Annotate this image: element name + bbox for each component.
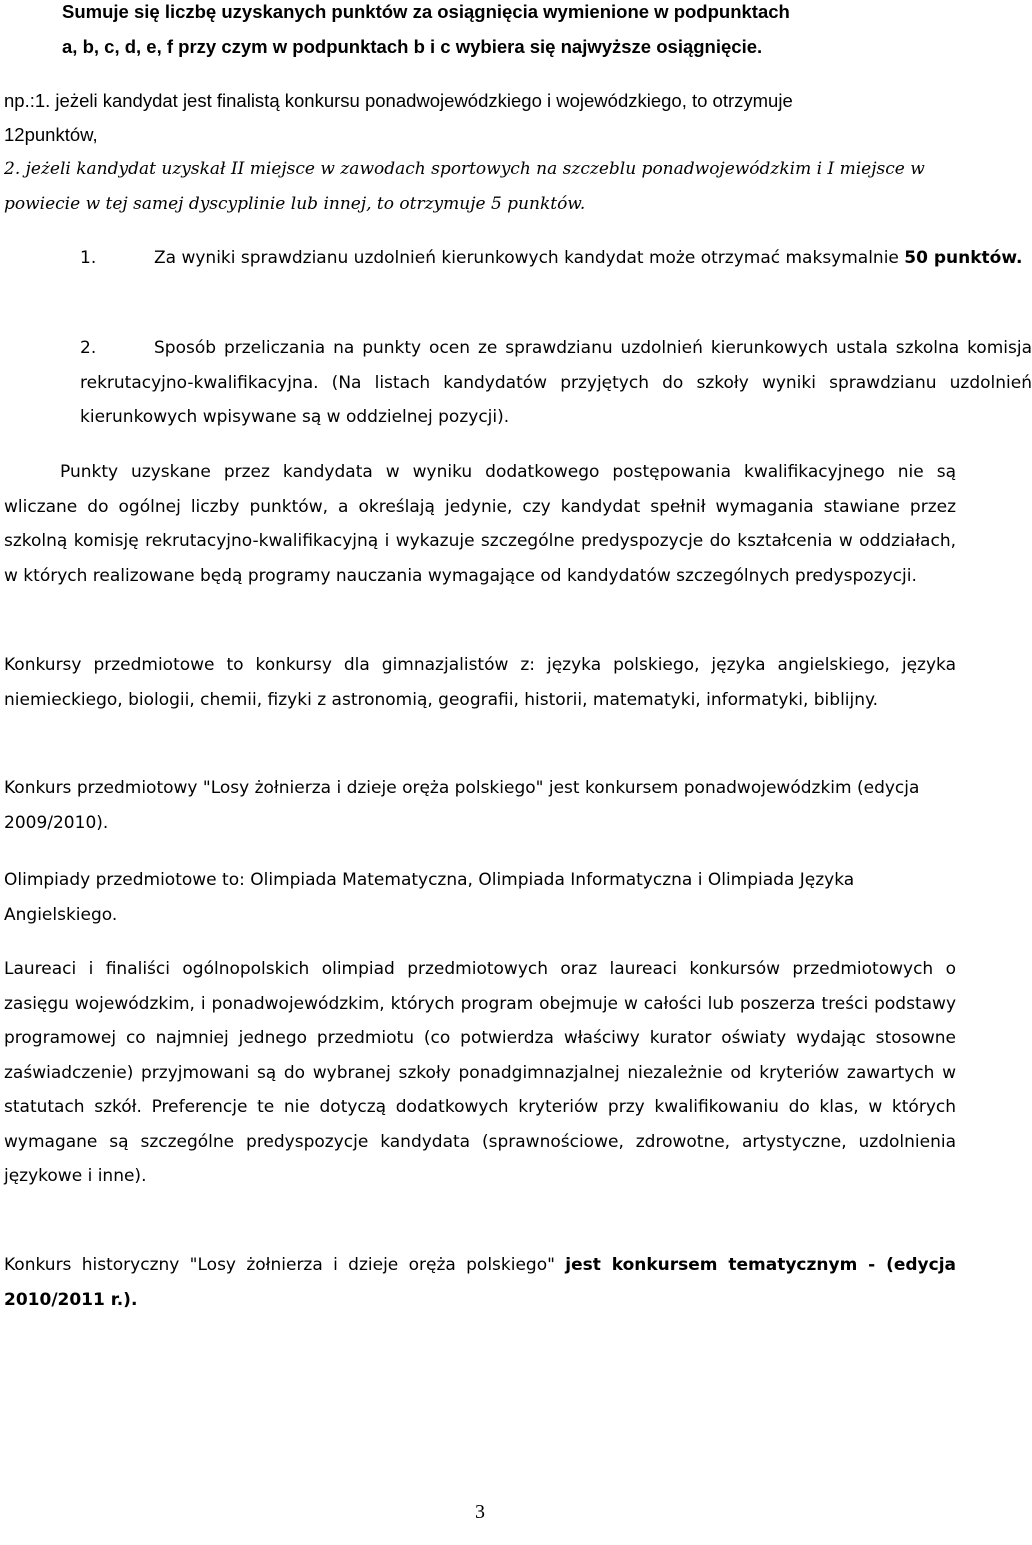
heading-sumowanie <box>62 0 956 64</box>
paragraph-konkurs-losy: Konkurs przedmiotowy "Losy żołnierza i dzieje oręża polskiego" jest konkursem ponadwojewódzkim (edycja 2009/2010). <box>4 778 920 833</box>
heading-line-1: Sumuje się liczbę uzyskanych punktów za osiągnięcia wymienione w podpunktach <box>62 1 790 22</box>
point-1-number: 1. <box>80 248 97 268</box>
paragraph-konkurs-historyczny <box>4 1248 956 1317</box>
point-1-bold: 50 punktów. <box>904 248 1023 268</box>
konkurs-historyczny-text: Konkurs historyczny "Losy żołnierza i dzieje oręża polskiego" <box>4 1255 566 1275</box>
example-item-2: 2. jeżeli kandydat uzyskał II miejsce w zawodach sportowych na szczeblu ponadwojewódzkim i I miejsce w powiecie w tej samej dyscyplinie lub innej, to otrzymuje 5 punktów. <box>4 159 925 214</box>
point-2-text: Sposób przeliczania na punkty ocen ze sprawdzianu uzdolnień kierunkowych ustala szkolna komisja rekrutacyjno-kwalifikacyjna. (Na listach kandydatów przyjętych do szkoły wyniki sprawdzianu uzdolnień kierunkowych wpisywane są w oddzielnej pozycji). <box>80 338 1032 427</box>
point-2 <box>4 331 1032 435</box>
paragraph-laureaci: Laureaci i finaliści ogólnopolskich olimpiad przedmiotowych oraz laureaci konkursów przedmiotowych o zasięgu wojewódzkim, i ponadwojewódzkim, których program obejmuje w całości lub poszerza treści podstawy programowej co najmniej jednego przedmiotu (co potwierdza właściwy kurator oświaty wydając stosowne zaświadczenie) przyjmowani są do wybranej szkoły ponadgimnazjalnej niezależnie od kryteriów zawartych w statutach szkół. Preferencje te nie dotyczą dodatkowych kryteriów przy kwalifikowaniu do klas, w których wymagane są szczególne predyspozycje kandydata (sprawnościowe, zdrowotne, artystyczne, uzdolnienia językowe i inne). <box>4 959 956 1186</box>
point-1 <box>4 241 1032 276</box>
point-1-text: Za wyniki sprawdzianu uzdolnień kierunkowych kandydat może otrzymać maksymalnie <box>154 248 905 268</box>
paragraph-punkty: Punkty uzyskane przez kandydata w wyniku dodatkowego postępowania kwalifikacyjnego nie są wliczane do ogólnej liczby punktów, a określają jedynie, czy kandydat spełnił wymagania stawiane przez szkolną komisję rekrutacyjno-kwalifikacyjną i wykazuje szczególne predyspozycje do kształcenia w oddziałach, w których realizowane będą programy nauczania wymagające od kandydatów szczególnych predyspozycji. <box>4 462 956 586</box>
paragraph-olimpiady: Olimpiady przedmiotowe to: Olimpiada Matematyczna, Olimpiada Informatyczna i Olimpiada Języka Angielskiego. <box>4 870 855 925</box>
heading-line-2: a, b, c, d, e, f przy czym w podpunktach b i c wybiera się najwyższe osiągnięcie. <box>62 35 763 57</box>
page-number: 3 <box>475 1501 485 1523</box>
konkurs-historyczny-bold: jest konkursem tematycznym - (edycja 2010/2011 r.). <box>4 1255 956 1310</box>
paragraph-konkursy-przedmiotowe: Konkursy przedmiotowe to konkursy dla gimnazjalistów z: języka polskiego, języka angielskiego, języka niemieckiego, biologii, chemii, fizyki z astronomią, geografii, historii, matematyki, informatyki, biblijny. <box>4 655 956 710</box>
point-2-number: 2. <box>80 338 97 358</box>
example-line-1: np.:1. jeżeli kandydat jest finalistą konkursu ponadwojewódzkiego i wojewódzkiego, to otrzymuje <box>4 90 793 111</box>
example-line-2: 12punktów, <box>4 124 98 145</box>
